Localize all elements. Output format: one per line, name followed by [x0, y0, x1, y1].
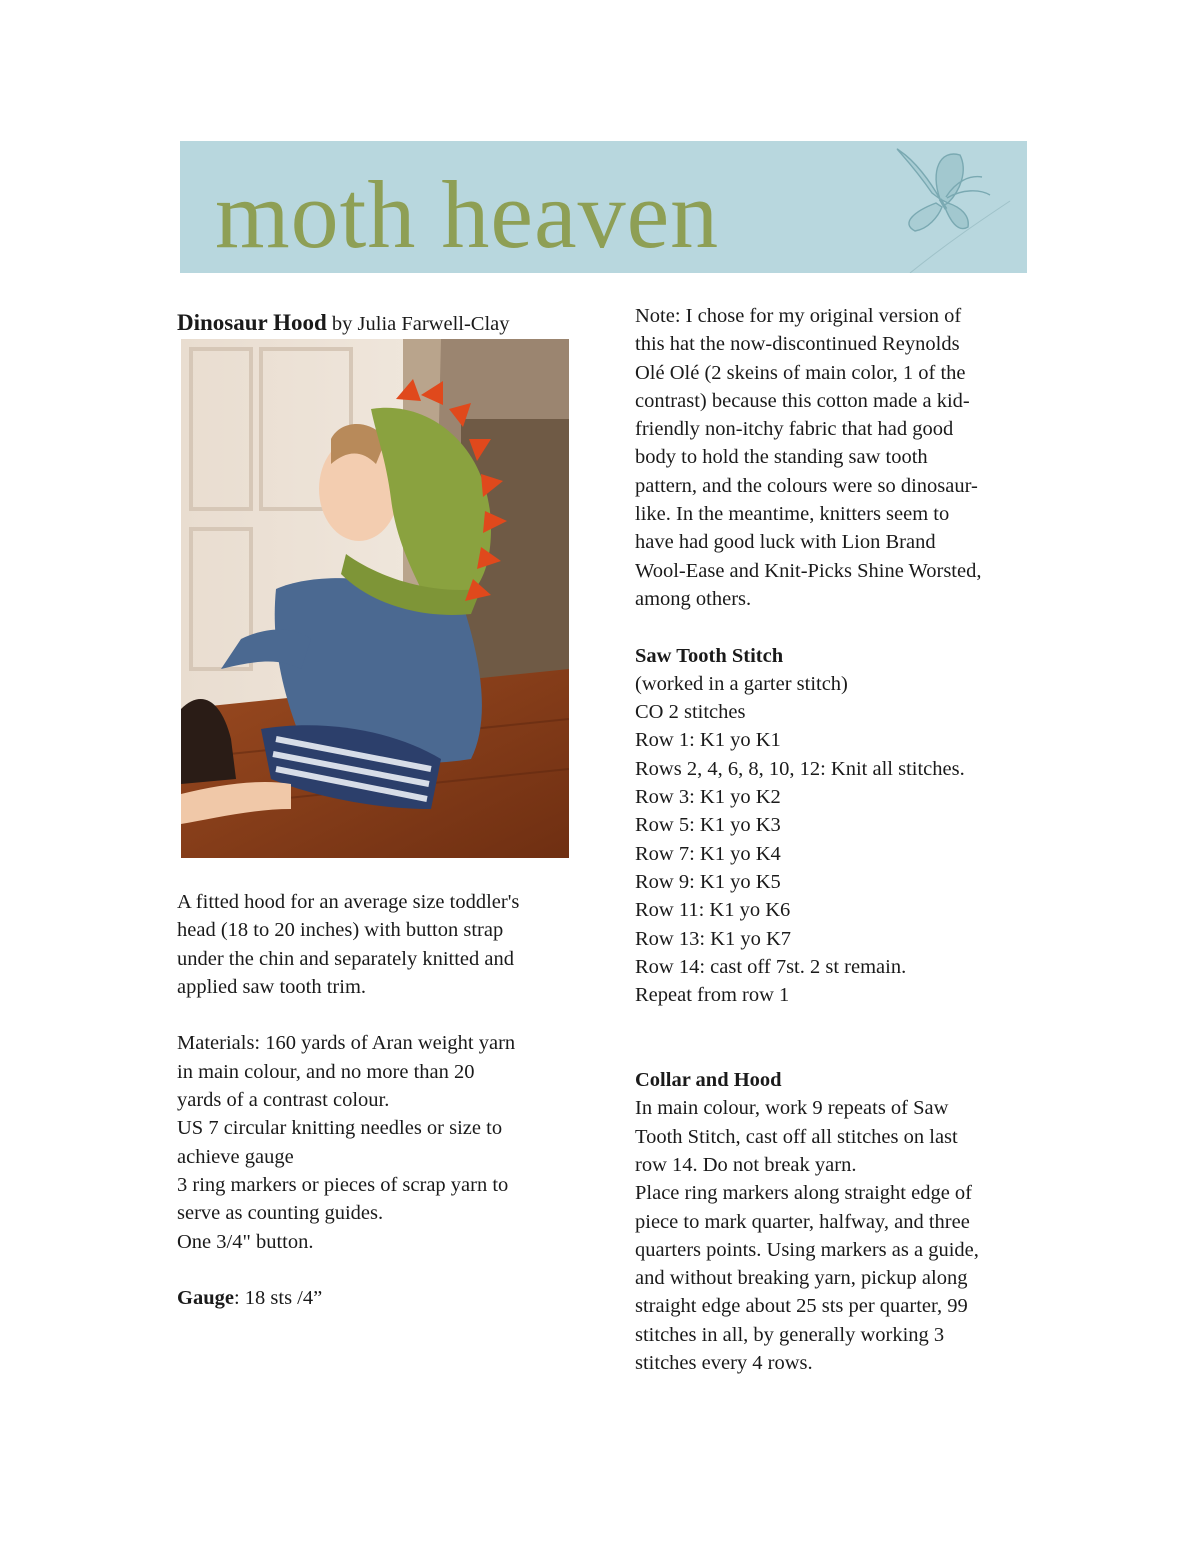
left-column: [177, 888, 577, 1312]
saw-tooth-line: (worked in a garter stitch): [635, 672, 848, 695]
header-banner: [180, 141, 1027, 273]
note-line: Wool-Ease and Knit-Picks Shine Worsted,: [635, 559, 982, 582]
note-line: friendly non-itchy fabric that had good: [635, 418, 954, 441]
note-line: Olé Olé (2 skeins of main color, 1 of the: [635, 361, 966, 384]
collar-line: Tooth Stitch, cast off all stitches on last: [635, 1125, 958, 1148]
note-line: have had good luck with Lion Brand: [635, 531, 936, 554]
materials-line: serve as counting guides.: [177, 1202, 384, 1225]
saw-tooth-line: Row 5: K1 yo K3: [635, 814, 781, 837]
saw-tooth-line: Row 9: K1 yo K5: [635, 870, 781, 893]
note-line: body to hold the standing saw tooth: [635, 446, 928, 469]
saw-tooth-line: Row 1: K1 yo K1: [635, 729, 781, 752]
intro-line: under the chin and separately knitted and: [177, 947, 514, 970]
collar-line: straight edge about 25 sts per quarter, 99: [635, 1295, 968, 1318]
gauge-label: Gauge: [177, 1287, 234, 1310]
saw-tooth-line: Row 7: K1 yo K4: [635, 842, 781, 865]
note-line: this hat the now-discontinued Reynolds: [635, 333, 960, 356]
saw-tooth-line: Row 3: K1 yo K2: [635, 786, 781, 809]
pattern-title: Dinosaur Hood: [177, 310, 327, 335]
collar-line: stitches in all, by generally working 3: [635, 1323, 945, 1346]
pattern-headline: [177, 309, 510, 338]
materials-line: in main colour, and no more than 20: [177, 1060, 475, 1083]
materials-line: Materials: 160 yards of Aran weight yarn: [177, 1032, 516, 1055]
saw-tooth-line: Row 13: K1 yo K7: [635, 927, 792, 950]
photo-illustration: [181, 339, 569, 858]
collar-line: stitches every 4 rows.: [635, 1351, 813, 1374]
saw-tooth-line: Rows 2, 4, 6, 8, 10, 12: Knit all stitches.: [635, 757, 965, 780]
intro-line: head (18 to 20 inches) with button strap: [177, 919, 504, 942]
pattern-byline: by Julia Farwell-Clay: [331, 313, 510, 335]
saw-tooth-line: Repeat from row 1: [635, 984, 790, 1007]
note-line: Note: I chose for my original version of: [635, 305, 962, 327]
saw-tooth-line: CO 2 stitches: [635, 701, 746, 724]
intro-line: applied saw tooth trim.: [177, 975, 367, 998]
saw-tooth-heading-text: Saw Tooth Stitch: [635, 644, 784, 667]
collar-line: row 14. Do not break yarn.: [635, 1153, 857, 1176]
saw-tooth-line: Row 11: K1 yo K6: [635, 899, 791, 922]
note-line: pattern, and the colours were so dinosaur-: [635, 474, 978, 497]
gauge-value: : 18 sts /4”: [233, 1287, 323, 1310]
collar-heading: [635, 1066, 1045, 1094]
right-column: [635, 302, 1045, 1377]
saw-tooth-heading: [635, 642, 1045, 670]
collar-heading-text: Collar and Hood: [635, 1069, 782, 1092]
note-line: among others.: [635, 587, 752, 610]
materials-line: achieve gauge: [177, 1145, 294, 1168]
materials-line: One 3/4" button.: [177, 1230, 314, 1253]
materials-line: yards of a contrast colour.: [177, 1089, 390, 1112]
saw-tooth-line: Row 14: cast off 7st. 2 st remain.: [635, 955, 907, 978]
moth-icon: [870, 141, 1027, 273]
collar-line: and without breaking yarn, pickup along: [635, 1267, 968, 1290]
collar-line: Place ring markers along straight edge of: [635, 1182, 972, 1205]
banner-title: moth heaven: [215, 161, 720, 268]
collar-line: piece to mark quarter, halfway, and three: [635, 1210, 970, 1233]
note-line: like. In the meantime, knitters seem to: [635, 503, 950, 526]
photo-image: [181, 339, 569, 858]
materials-line: US 7 circular knitting needles or size to: [177, 1117, 503, 1140]
note-line: contrast) because this cotton made a kid-: [635, 389, 970, 412]
materials-line: 3 ring markers or pieces of scrap yarn to: [177, 1173, 509, 1196]
collar-line: quarters points. Using markers as a guide,: [635, 1238, 979, 1261]
gauge-line: [177, 1284, 577, 1312]
intro-line: A fitted hood for an average size toddler's: [177, 891, 520, 913]
collar-line: In main colour, work 9 repeats of Saw: [635, 1097, 949, 1120]
